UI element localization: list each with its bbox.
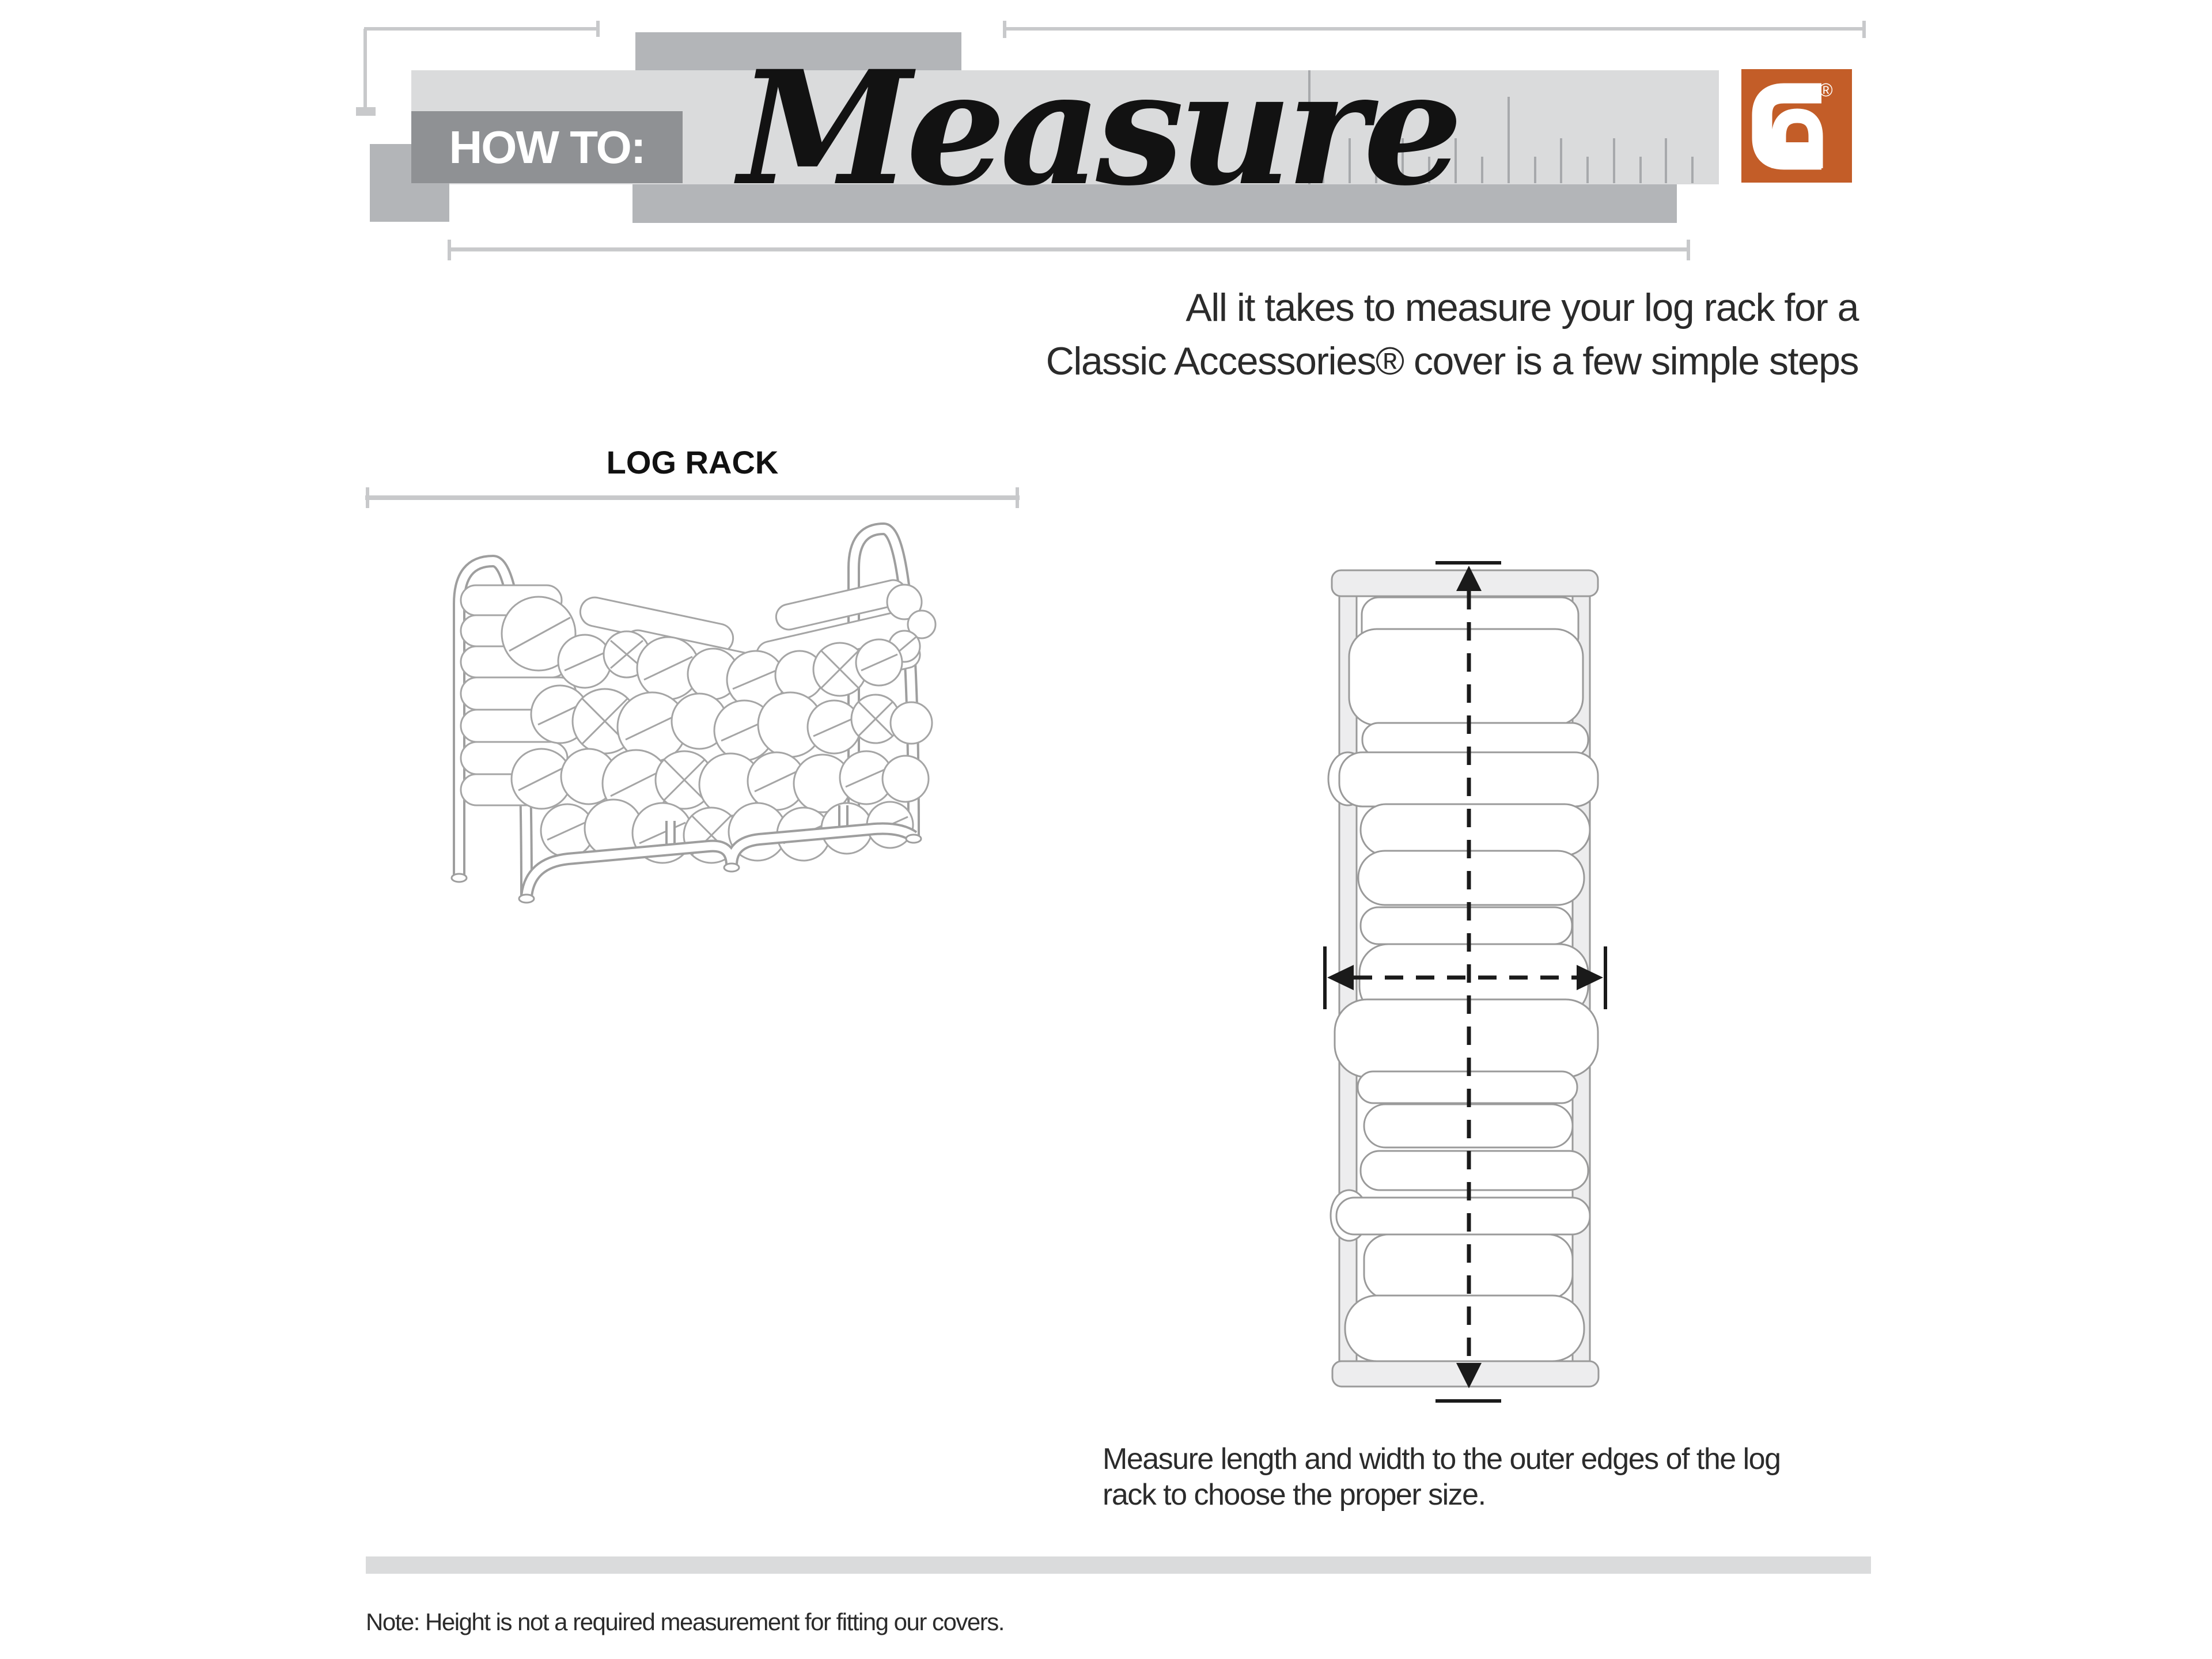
lograck-measure-line: [365, 487, 1020, 508]
howto-banner: [411, 111, 683, 183]
howto-label: HOW TO:: [449, 121, 645, 173]
lograck-label: LOG RACK: [606, 444, 779, 480]
caption-line-2: rack to choose the proper size.: [1103, 1478, 1486, 1512]
intro-line-1: All it takes to measure your log rack for a: [1185, 286, 1858, 329]
caption-line-1: Measure length and width to the outer edges of the log: [1103, 1442, 1781, 1476]
bottom-divider: [366, 1556, 1871, 1574]
footer-note: Note: Height is not a required measurement for fitting our covers.: [366, 1608, 1004, 1635]
bracket-end-cap: [356, 107, 376, 116]
intro-text: [764, 281, 1858, 388]
header-underline: [448, 240, 1690, 260]
log-rack-illustration: [452, 529, 935, 903]
intro-line-2: Classic Accessories® cover is a few simple steps: [1046, 339, 1858, 383]
page-title: Measure: [738, 37, 1457, 221]
classic-accessories-logo-icon: [1741, 69, 1852, 183]
log-rack-top-view: [1325, 563, 1605, 1401]
registered-mark: ®: [1819, 79, 1833, 100]
measure-caption: [1103, 1441, 1967, 1513]
